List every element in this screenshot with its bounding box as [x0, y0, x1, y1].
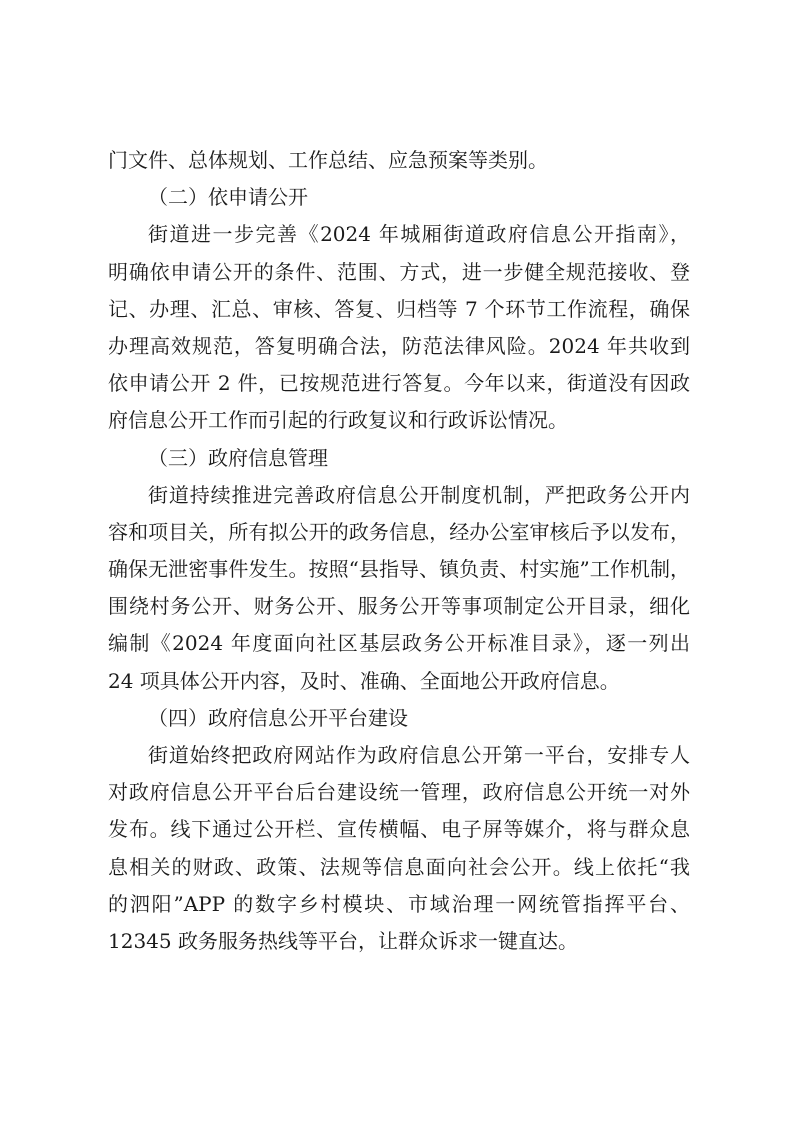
paragraph-line: 24 项具体公开内容，及时、准确、全面地公开政府信息。	[108, 668, 620, 693]
paragraph-line: 街道进一步完善《2024 年城厢街道政府信息公开指南》，	[148, 222, 690, 247]
paragraph-line: 依申请公开 2 件，已按规范进行答复。今年以来，街道没有因政	[108, 371, 690, 396]
paragraph-line: 明确依申请公开的条件、范围、方式，进一步健全规范接收、登	[108, 259, 690, 284]
paragraph-line: 府信息公开工作而引起的行政复议和行政诉讼情况。	[108, 408, 568, 433]
paragraph-line: 息相关的财政、政策、法规等信息面向社会公开。线上依托“我	[108, 854, 690, 879]
paragraph-line: 街道始终把政府网站作为政府信息公开第一平台，安排专人	[148, 743, 690, 767]
section-heading-application: （二）依申请公开	[148, 185, 308, 210]
paragraph-line: 对政府信息公开平台后台建设统一管理，政府信息公开统一对外	[108, 780, 690, 805]
paragraph-line: 发布。线下通过公开栏、宣传横幅、电子屏等媒介，将与群众息	[108, 817, 690, 842]
paragraph-line: 街道持续推进完善政府信息公开制度机制，严把政务公开内	[148, 482, 690, 507]
section-heading-management: （三）政府信息管理	[148, 445, 328, 470]
paragraph-line: 办理高效规范，答复明确合法，防范法律风险。2024 年共收到	[108, 333, 690, 358]
paragraph-line: 容和项目关，所有拟公开的政务信息，经办公室审核后予以发布，	[108, 519, 690, 544]
paragraph-line: 门文件、总体规划、工作总结、应急预案等类别。	[108, 148, 548, 172]
paragraph-line: 确保无泄密事件发生。按照“县指导、镇负责、村实施”工作机制，	[108, 557, 690, 582]
paragraph-line: 12345 政务服务热线等平台，让群众诉求一键直达。	[108, 928, 578, 953]
paragraph-line: 围绕村务公开、财务公开、服务公开等事项制定公开目录，细化	[108, 594, 690, 619]
section-heading-platform: （四）政府信息公开平台建设	[148, 705, 408, 730]
body-text	[108, 142, 690, 960]
paragraph-line: 编制《2024 年度面向社区基层政务公开标准目录》，逐一列出	[108, 631, 690, 656]
paragraph-line: 记、办理、汇总、审核、答复、归档等 7 个环节工作流程，确保	[108, 296, 690, 321]
paragraph-line: 的泗阳”APP 的数字乡村模块、市域治理一网统管指挥平台、	[108, 891, 690, 916]
